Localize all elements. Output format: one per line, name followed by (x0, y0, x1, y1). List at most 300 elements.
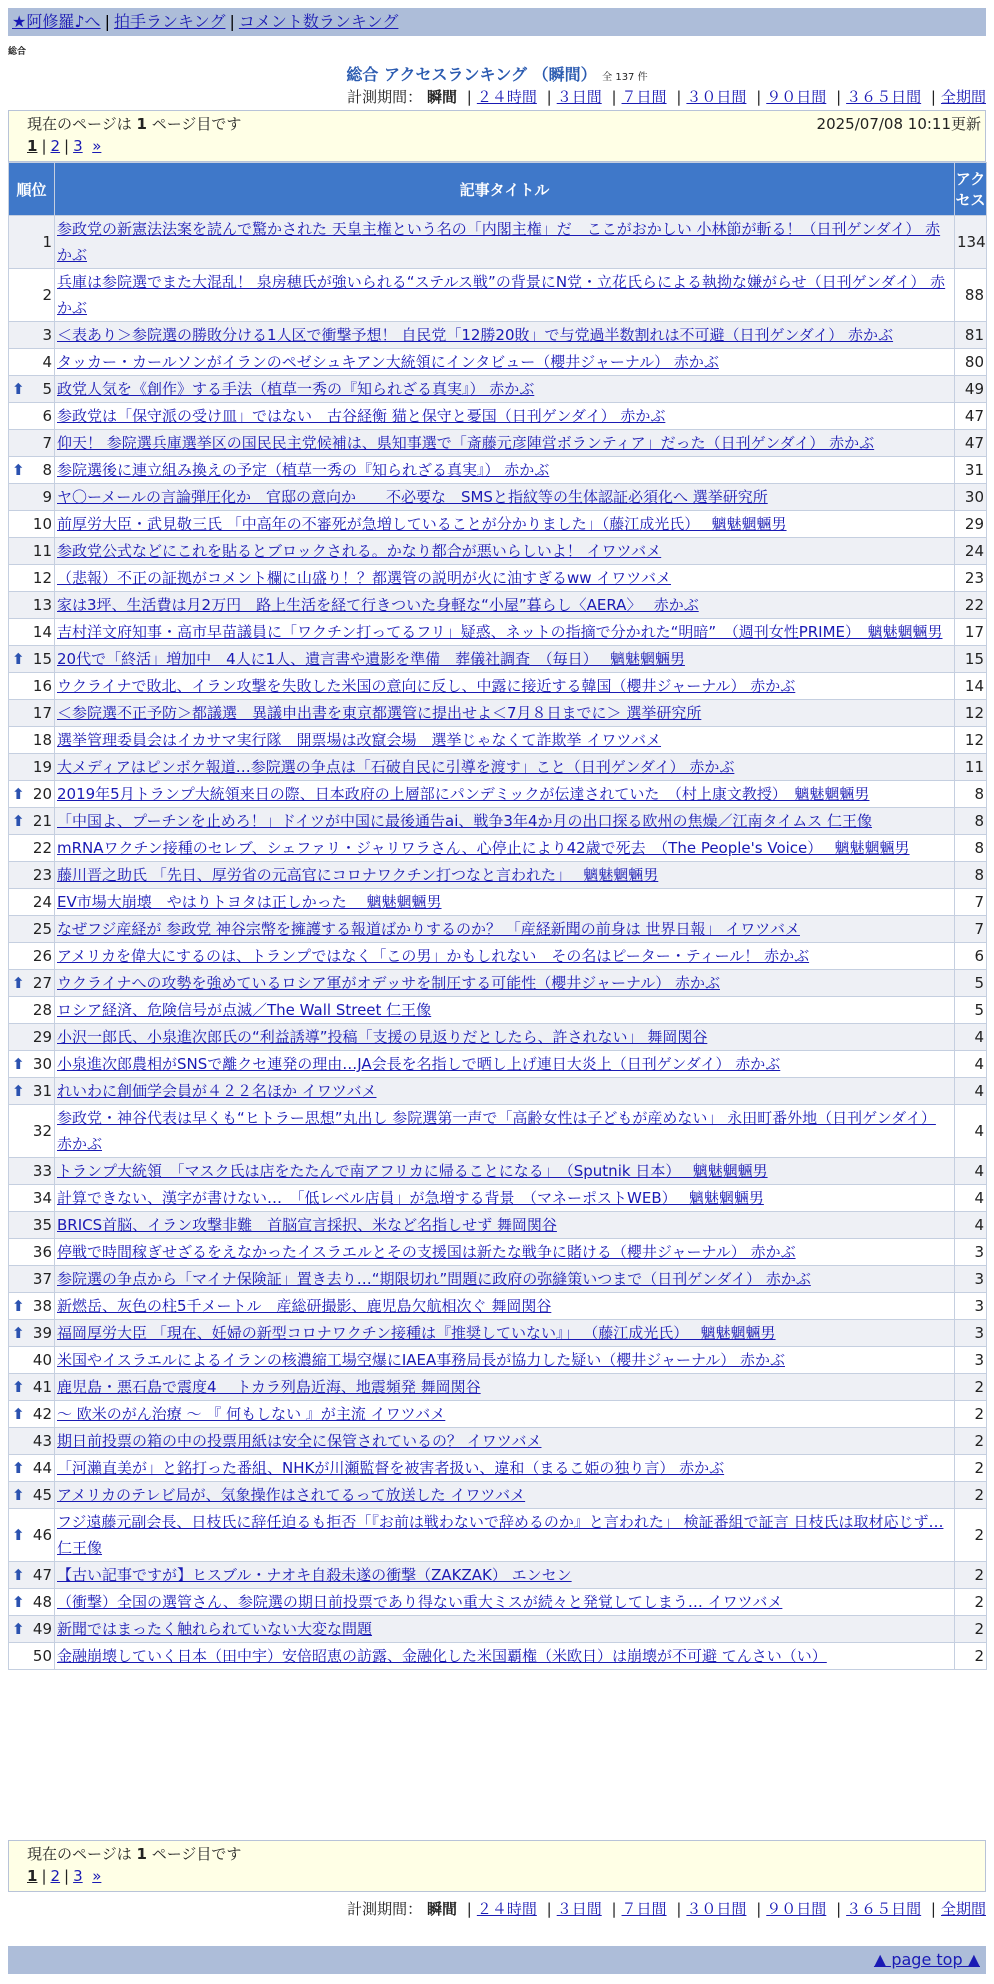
access-count: 3 (955, 1320, 987, 1347)
access-count: 2 (955, 1509, 987, 1562)
table-row (9, 538, 987, 565)
rank-number: 28 (32, 1001, 52, 1019)
rank-up-arrow-icon: ⬆ (12, 1297, 25, 1315)
table-row (9, 269, 987, 322)
table-row (9, 727, 987, 754)
article-link[interactable]: 小沢一郎氏、小泉進次郎氏の“利益誘導”投稿「支援の見返りだとしたら、許されない」 舞岡関谷 (57, 1028, 708, 1046)
access-count: 2 (955, 1589, 987, 1616)
rank-up-arrow-icon: ⬆ (12, 812, 25, 830)
page-link-next[interactable]: » (92, 137, 102, 155)
rank-number: 10 (32, 515, 52, 533)
access-count: 80 (955, 349, 987, 376)
bottom-bar (8, 1946, 986, 1974)
total-count: 全 137 件 (602, 72, 648, 83)
rank-number: 25 (32, 920, 52, 938)
access-count: 8 (955, 835, 987, 862)
article-link[interactable]: （衝撃）全国の選管さん、参院選の期日前投票であり得ない重大ミスが続々と発覚してしまう… イワツバメ (57, 1593, 783, 1611)
rank-number: 43 (32, 1432, 52, 1450)
rank-number: 20 (32, 785, 52, 803)
title-cell (55, 1078, 955, 1105)
rank-cell (9, 1212, 55, 1239)
rank-cell (9, 997, 55, 1024)
access-count: 49 (955, 376, 987, 403)
page-link-next[interactable]: » (92, 1867, 102, 1885)
title-cell (55, 592, 955, 619)
rank-number: 39 (32, 1324, 52, 1342)
rank-number: 30 (32, 1055, 52, 1073)
article-link[interactable]: 金融崩壊していく日本（田中宇）安倍昭恵の訪露、金融化した米国覇権（米欧日）は崩壊が不可避 てんさい（い） (57, 1647, 827, 1665)
title-cell (55, 1562, 955, 1589)
table-row (9, 781, 987, 808)
title-cell (55, 1401, 955, 1428)
article-link[interactable]: アメリカのテレビ局が、気象操作はされてるって放送した イワツバメ (57, 1486, 526, 1504)
table-row (9, 1562, 987, 1589)
title-cell (55, 349, 955, 376)
title-cell (55, 619, 955, 646)
rank-number: 24 (32, 893, 52, 911)
article-link[interactable]: 計算できない、漢字が書けない… 「低レベル店員」が急増する背景 （マネーポストWEB） 魑魅魍魎男 (57, 1189, 764, 1207)
rank-number: 4 (42, 353, 52, 371)
access-count: 3 (955, 1293, 987, 1320)
rank-up-arrow-icon: ⬆ (12, 1620, 25, 1638)
article-link[interactable]: 停戦で時間稼ぎせざるをえなかったイスラエルとその支援国は新たな戦争に賭ける（櫻井ジャーナル） 赤かぶ (57, 1243, 796, 1261)
article-link[interactable]: ＜参院選不正予防＞都議選 異議申出書を東京都選管に提出せよ＜7月８日までに＞ 選挙研究所 (57, 704, 702, 722)
article-link[interactable]: 参院選後に連立組み換えの予定（植草一秀の『知られざる真実』） 赤かぶ (57, 461, 550, 479)
title-cell (55, 565, 955, 592)
article-link[interactable]: EV市場大崩壊 やはりトヨタは正しかった 魑魅魍魎男 (57, 893, 442, 911)
table-row (9, 216, 987, 269)
article-link[interactable]: 参政党は「保守派の受け皿」ではない 古谷経衡 猫と保守と憂国（日刊ゲンダイ） 赤かぶ (57, 407, 666, 425)
table-row (9, 1105, 987, 1158)
rank-number: 42 (32, 1405, 52, 1423)
pager-top (8, 110, 986, 162)
table-row (9, 646, 987, 673)
table-row (9, 349, 987, 376)
article-link[interactable]: 仰天！ 参院選兵庫選挙区の国民民主党候補は、県知事選で「斎藤元彦陣営ボランティア」だった（日刊ゲンダイ） 赤かぶ (57, 434, 875, 452)
rank-number: 33 (32, 1162, 52, 1180)
ranking-body (9, 216, 987, 1670)
nav-link-comment-ranking[interactable]: コメント数ランキング (238, 12, 399, 31)
rank-up-arrow-icon: ⬆ (12, 650, 25, 668)
top-nav-bar (8, 8, 986, 36)
article-link[interactable]: 【古い記事ですが】ヒスブル・ナオキ自殺未遂の衝撃（ZAKZAK） エンセン (57, 1566, 572, 1584)
rank-cell (9, 808, 55, 835)
rank-up-arrow-icon: ⬆ (12, 974, 25, 992)
title-cell (55, 457, 955, 484)
access-count: 22 (955, 592, 987, 619)
article-link[interactable]: アメリカを偉大にするのは、トランプではなく「この男」かもしれない その名はピーター・ティール！ 赤かぶ (57, 947, 810, 965)
page-link-3[interactable]: 3 (73, 1867, 83, 1885)
table-row (9, 1320, 987, 1347)
ranking-table (8, 162, 987, 1670)
rank-cell (9, 457, 55, 484)
rank-cell (9, 349, 55, 376)
category-label: 総合 (8, 47, 27, 57)
rank-cell (9, 511, 55, 538)
table-row (9, 808, 987, 835)
table-row (9, 1051, 987, 1078)
rank-cell (9, 1643, 55, 1670)
rank-cell (9, 1482, 55, 1509)
rank-cell (9, 1105, 55, 1158)
title-cell (55, 1293, 955, 1320)
nav-link-asyura[interactable]: ★阿修羅♪へ (12, 12, 101, 31)
rank-number: 45 (32, 1486, 52, 1504)
access-count: 2 (955, 1374, 987, 1401)
rank-cell (9, 835, 55, 862)
article-link[interactable]: 「河瀨直美が」と銘打った番組、NHKが川瀬監督を被害者扱い、違和（まるこ姫の独り言） 赤かぶ (57, 1459, 725, 1477)
period-link-3d[interactable]: ３日間 (556, 88, 602, 106)
table-row (9, 565, 987, 592)
rank-number: 12 (32, 569, 52, 587)
header-access: アクセス (955, 163, 987, 216)
rank-number: 50 (32, 1647, 52, 1665)
table-row (9, 1266, 987, 1293)
page-link-3[interactable]: 3 (73, 137, 83, 155)
nav-sep: | (229, 12, 235, 31)
access-count: 23 (955, 565, 987, 592)
rank-number: 35 (32, 1216, 52, 1234)
rank-cell (9, 916, 55, 943)
nav-sep: | (104, 12, 110, 31)
article-link[interactable]: なぜフジ産経が 参政党 神谷宗幣を擁護する報道ばかりするのか？ 「産経新聞の前身は 世界日報」 イワツバメ (57, 920, 800, 938)
rank-number: 40 (32, 1351, 52, 1369)
article-link[interactable]: 鹿児島・悪石島で震度4 トカラ列島近海、地震頻発 舞岡関谷 (57, 1378, 481, 1396)
article-link[interactable]: 福岡厚労大臣 「現在、妊婦の新型コロナワクチン接種は『推奨していない』」 （藤江成光氏） 魑魅魍魎男 (57, 1324, 776, 1342)
table-row (9, 862, 987, 889)
rank-cell (9, 646, 55, 673)
rank-up-arrow-icon: ⬆ (12, 1378, 25, 1396)
article-link[interactable]: BRICS首脳、イラン攻撃非難 首脳宣言採択、米など名指しせず 舞岡関谷 (57, 1216, 557, 1234)
access-count: 8 (955, 808, 987, 835)
rank-number: 32 (32, 1122, 52, 1140)
access-count: 17 (955, 619, 987, 646)
article-link[interactable]: 「中国よ、プーチンを止めろ！」ドイツが中国に最後通告ai、戦争3年4か月の出口探る欧州の焦燥／江南タイムス 仁王像 (57, 812, 872, 830)
table-row (9, 1293, 987, 1320)
rank-number: 11 (32, 542, 52, 560)
table-row (9, 1212, 987, 1239)
table-row (9, 1455, 987, 1482)
title-cell (55, 1589, 955, 1616)
page-link-2[interactable]: 2 (50, 137, 61, 155)
page-links: 1 | 2 | 3 » (27, 137, 102, 155)
access-count: 2 (955, 1401, 987, 1428)
rank-number: 31 (32, 1082, 52, 1100)
table-row (9, 511, 987, 538)
rank-cell (9, 1185, 55, 1212)
access-count: 8 (955, 781, 987, 808)
rank-number: 49 (32, 1620, 52, 1638)
table-row (9, 1482, 987, 1509)
rank-number: 17 (32, 704, 52, 722)
nav-link-applause-ranking[interactable]: 拍手ランキング (113, 12, 226, 31)
period-label: 計測期間： (347, 88, 423, 106)
article-link[interactable]: フジ遠藤元副会長、日枝氏に辞任迫るも拒否「『お前は戦わないで辞めるのか』と言われた」 検証番組で証言 日枝氏は取材応じず… 仁王像 (57, 1513, 944, 1557)
rank-number: 26 (32, 947, 52, 965)
access-count: 7 (955, 916, 987, 943)
table-row (9, 430, 987, 457)
page-links-bottom: 1 | 2 | 3 » (27, 1867, 102, 1885)
access-count: 81 (955, 322, 987, 349)
period-selector-top: 計測期間： 瞬間 | ２４時間 | ３日間 | ７日間 | ３０日間 | ９０日間 | ３６５日間 | 全期間 (347, 88, 986, 106)
rank-number: 15 (32, 650, 52, 668)
article-link[interactable]: 藤川晋之助氏 「先日、厚労省の元高官にコロナワクチン打つなと言われた」 魑魅魍魎男 (57, 866, 659, 884)
article-link[interactable]: 新聞ではまったく触れられていない大変な問題 (57, 1620, 373, 1638)
title-cell (55, 808, 955, 835)
access-count: 3 (955, 1239, 987, 1266)
period-link-30d[interactable]: ３０日間 (686, 1900, 747, 1918)
rank-cell (9, 1616, 55, 1643)
rank-up-arrow-icon: ⬆ (12, 1459, 25, 1477)
page-link-1[interactable]: 1 (27, 137, 38, 155)
period-link-24h[interactable]: ２４時間 (476, 1900, 537, 1918)
rank-cell (9, 565, 55, 592)
period-link-365d[interactable]: ３６５日間 (846, 88, 922, 106)
rank-cell (9, 1239, 55, 1266)
title-cell (55, 403, 955, 430)
rank-number: 38 (32, 1297, 52, 1315)
table-row (9, 700, 987, 727)
period-link-24h[interactable]: ２４時間 (476, 88, 537, 106)
title-cell (55, 1266, 955, 1293)
rank-up-arrow-icon: ⬆ (12, 785, 25, 803)
rank-number: 44 (32, 1459, 52, 1477)
article-link[interactable]: 参政党・神谷代表は早くも“ヒトラー思想”丸出し 参院選第一声で「高齢女性は子どもが産めない」 永田町番外地（日刊ゲンダイ） 赤かぶ (57, 1109, 936, 1153)
rank-cell (9, 322, 55, 349)
title-cell (55, 673, 955, 700)
rank-number: 36 (32, 1243, 52, 1261)
period-label: 計測期間： (347, 1900, 423, 1918)
table-row (9, 1589, 987, 1616)
title-cell (55, 1643, 955, 1670)
article-link[interactable]: 米国やイスラエルによるイランの核濃縮工場空爆にIAEA事務局長が協力した疑い（櫻井ジャーナル） 赤かぶ (57, 1351, 785, 1369)
rank-cell (9, 1158, 55, 1185)
rank-cell (9, 1562, 55, 1589)
rank-number: 27 (32, 974, 52, 992)
rank-number: 47 (32, 1566, 52, 1584)
period-link-90d[interactable]: ９０日間 (766, 1900, 827, 1918)
rank-number: 1 (42, 233, 52, 251)
table-row (9, 1078, 987, 1105)
rank-cell (9, 673, 55, 700)
title-cell (55, 1428, 955, 1455)
title-cell (55, 943, 955, 970)
table-row (9, 754, 987, 781)
article-link[interactable]: 参政党公式などにこれを貼るとブロックされる。かなり都合が悪いらしいよ！ イワツバメ (57, 542, 662, 560)
rank-cell (9, 216, 55, 269)
article-link[interactable]: ＜表あり＞参院選の勝敗分ける1人区で衝撃予想！ 自民党「12勝20敗」で与党過半数割れは不可避（日刊ゲンダイ） 赤かぶ (57, 326, 894, 344)
access-count: 3 (955, 1347, 987, 1374)
article-link[interactable]: 参政党の新憲法法案を読んで驚かされた 天皇主権という名の「内閣主権」だ ここがおかしい 小林節が斬る！（日刊ゲンダイ） 赤かぶ (57, 220, 941, 264)
rank-cell (9, 619, 55, 646)
title-cell (55, 997, 955, 1024)
table-row (9, 1347, 987, 1374)
access-count: 4 (955, 1212, 987, 1239)
access-count: 29 (955, 511, 987, 538)
access-count: 5 (955, 997, 987, 1024)
title-cell (55, 781, 955, 808)
rank-number: 5 (42, 380, 52, 398)
rank-up-arrow-icon: ⬆ (12, 1082, 25, 1100)
rank-number: 46 (32, 1526, 52, 1544)
title-cell (55, 889, 955, 916)
access-count: 8 (955, 862, 987, 889)
rank-cell (9, 1320, 55, 1347)
rank-cell (9, 1374, 55, 1401)
article-link[interactable]: ～ 欧米のがん治療 ～ 『 何もしない 』が主流 イワツバメ (57, 1405, 446, 1423)
rank-cell (9, 1347, 55, 1374)
rank-cell (9, 1024, 55, 1051)
access-count: 4 (955, 1078, 987, 1105)
rank-up-arrow-icon: ⬆ (12, 1055, 25, 1073)
article-link[interactable]: 政党人気を《創作》する手法（植草一秀の『知られざる真実』） 赤かぶ (57, 380, 535, 398)
title-cell (55, 754, 955, 781)
title-cell (55, 1455, 955, 1482)
table-row (9, 889, 987, 916)
rank-number: 34 (32, 1189, 52, 1207)
period-link-365d[interactable]: ３６５日間 (846, 1900, 922, 1918)
article-link[interactable]: 2019年5月トランプ大統領来日の際、日本政府の上層部にパンデミックが伝達されていた （村上康文教授） 魑魅魍魎男 (57, 785, 870, 803)
access-count: 88 (955, 269, 987, 322)
access-count: 7 (955, 889, 987, 916)
rank-number: 37 (32, 1270, 52, 1288)
access-count: 6 (955, 943, 987, 970)
title-cell (55, 484, 955, 511)
table-row (9, 1185, 987, 1212)
title-cell (55, 970, 955, 997)
access-count: 31 (955, 457, 987, 484)
rank-up-arrow-icon: ⬆ (12, 1566, 25, 1584)
article-link[interactable]: 参院選の争点から「マイナ保険証」置き去り…“期限切れ”問題に政府の弥縫策いつまで（日刊ゲンダイ） 赤かぶ (57, 1270, 811, 1288)
title-cell (55, 1347, 955, 1374)
article-link[interactable]: 新燃岳、灰色の柱5千メートル 産総研撮影、鹿児島欠航相次ぐ 舞岡関谷 (57, 1297, 552, 1315)
title-cell (55, 835, 955, 862)
table-row (9, 1509, 987, 1562)
title-cell (55, 322, 955, 349)
table-row (9, 484, 987, 511)
table-row (9, 1158, 987, 1185)
table-row (9, 403, 987, 430)
access-count: 2 (955, 1616, 987, 1643)
table-row (9, 619, 987, 646)
article-link[interactable]: mRNAワクチン接種のセレブ、シェファリ・ジャリワラさん、心停止により42歳で死去 （The People's Voice） 魑魅魍魎男 (57, 839, 910, 857)
access-count: 47 (955, 403, 987, 430)
access-count: 12 (955, 727, 987, 754)
period-link-90d[interactable]: ９０日間 (766, 88, 827, 106)
article-link[interactable]: ロシア経済、危険信号が点滅／The Wall Street 仁王像 (57, 1001, 432, 1019)
period-link-all[interactable]: 全期間 (940, 88, 986, 106)
article-link[interactable]: ヤ〇ーメールの言論弾圧化か 官邸の意向か 不必要な SMSと指紋等の生体認証必須化へ 選挙研究所 (57, 488, 768, 506)
title-cell (55, 1239, 955, 1266)
table-row (9, 1239, 987, 1266)
article-link[interactable]: 期日前投票の箱の中の投票用紙は安全に保管されているの？ イワツバメ (57, 1432, 542, 1450)
rank-up-arrow-icon: ⬆ (12, 1593, 25, 1611)
rank-cell (9, 1589, 55, 1616)
rank-cell (9, 1293, 55, 1320)
page-link-2[interactable]: 2 (50, 1867, 61, 1885)
article-link[interactable]: 選挙管理委員会はイカサマ実行隊 開票場は改竄会場 選挙じゃなくて詐欺挙 イワツバメ (57, 731, 662, 749)
article-link[interactable]: 兵庫は参院選でまた大混乱！ 泉房穂氏が強いられる“ステルス戦”の背景にN党・立花氏らによる執拗な嫌がらせ（日刊ゲンダイ） 赤かぶ (57, 273, 946, 317)
rank-number: 29 (32, 1028, 52, 1046)
article-link[interactable]: 吉村洋文府知事・高市早苗議員に「ワクチン打ってるフリ」疑惑、ネットの指摘で分かれた“明暗” （週刊女性PRIME） 魑魅魍魎男 (57, 623, 943, 641)
article-link[interactable]: トランプ大統領 「マスク氏は店をたたんで南アフリカに帰ることになる」 （Sputnik 日本） 魑魅魍魎男 (57, 1162, 768, 1180)
title-cell (55, 862, 955, 889)
period-current: 瞬間 (426, 88, 457, 106)
article-link[interactable]: れいわに創価学会員が４２２名ほか イワツバメ (57, 1082, 377, 1100)
period-link-all[interactable]: 全期間 (940, 1900, 986, 1918)
pager-bottom (8, 1840, 986, 1892)
article-link[interactable]: 前厚労大臣・武見敬三氏 「中高年の不審死が急増していることが分かりました」（藤江成光氏） 魑魅魍魎男 (57, 515, 787, 533)
rank-cell (9, 862, 55, 889)
rank-cell (9, 1051, 55, 1078)
period-link-7d[interactable]: ７日間 (621, 88, 667, 106)
rank-up-arrow-icon: ⬆ (12, 1405, 25, 1423)
title-cell (55, 727, 955, 754)
access-count: 134 (955, 216, 987, 269)
access-count: 2 (955, 1482, 987, 1509)
rank-cell (9, 403, 55, 430)
article-link[interactable]: 20代で「終活」増加中 4人に1人、遺言書や遺影を準備 葬儀社調査 （毎日） 魑魅魍魎男 (57, 650, 685, 668)
table-row (9, 1374, 987, 1401)
title-cell (55, 269, 955, 322)
table-row (9, 970, 987, 997)
title-cell (55, 1212, 955, 1239)
rank-number: 7 (42, 434, 52, 452)
rank-cell (9, 1078, 55, 1105)
title-cell (55, 1158, 955, 1185)
rank-up-arrow-icon: ⬆ (12, 1486, 25, 1504)
rank-number: 41 (32, 1378, 52, 1396)
table-row (9, 916, 987, 943)
title-cell (55, 538, 955, 565)
access-count: 4 (955, 1158, 987, 1185)
article-link[interactable]: ウクライナで敗北、イラン攻撃を失敗した米国の意向に反し、中露に接近する韓国（櫻井ジャーナル） 赤かぶ (57, 677, 796, 695)
title-cell (55, 216, 955, 269)
rank-cell (9, 1509, 55, 1562)
title-cell (55, 916, 955, 943)
page-link-1[interactable]: 1 (27, 1867, 38, 1885)
rank-cell (9, 781, 55, 808)
rank-number: 22 (32, 839, 52, 857)
table-row (9, 997, 987, 1024)
period-link-7d[interactable]: ７日間 (621, 1900, 667, 1918)
rank-cell (9, 592, 55, 619)
period-link-3d[interactable]: ３日間 (556, 1900, 602, 1918)
article-link[interactable]: ウクライナへの攻勢を強めているロシア軍がオデッサを制圧する可能性（櫻井ジャーナル） 赤かぶ (57, 974, 720, 992)
article-link[interactable]: タッカー・カールソンがイランのペゼシュキアン大統領にインタビュー（櫻井ジャーナル） 赤かぶ (57, 353, 719, 371)
page-top-link[interactable]: ▲ page top ▲ (873, 1950, 980, 1969)
title-cell (55, 1374, 955, 1401)
access-count: 12 (955, 700, 987, 727)
rank-number: 19 (32, 758, 52, 776)
table-row (9, 1024, 987, 1051)
rank-number: 2 (42, 286, 52, 304)
rank-number: 16 (32, 677, 52, 695)
header-title: 記事タイトル (55, 163, 955, 216)
access-count: 4 (955, 1105, 987, 1158)
title-cell (55, 511, 955, 538)
article-link[interactable]: 家は3坪、生活費は月2万円 路上生活を経て行きついた身軽な“小屋”暮らし〈AERA〉 赤かぶ (57, 596, 699, 614)
article-link[interactable]: 大メディアはピンボケ報道…参院選の争点は「石破自民に引導を渡す」こと（日刊ゲンダイ） 赤かぶ (57, 758, 735, 776)
rank-number: 18 (32, 731, 52, 749)
table-row (9, 1643, 987, 1670)
period-link-30d[interactable]: ３０日間 (686, 88, 747, 106)
rank-cell (9, 376, 55, 403)
access-count: 3 (955, 1266, 987, 1293)
article-link[interactable]: 小泉進次郎農相がSNSで離クセ連発の理由…JA会長を名指しで晒し上げ連日大炎上（日刊ゲンダイ） 赤かぶ (57, 1055, 781, 1073)
rank-cell (9, 970, 55, 997)
article-link[interactable]: （悲報）不正の証拠がコメント欄に山盛り！？都選管の説明が火に油すぎるww イワツバメ (57, 569, 672, 587)
